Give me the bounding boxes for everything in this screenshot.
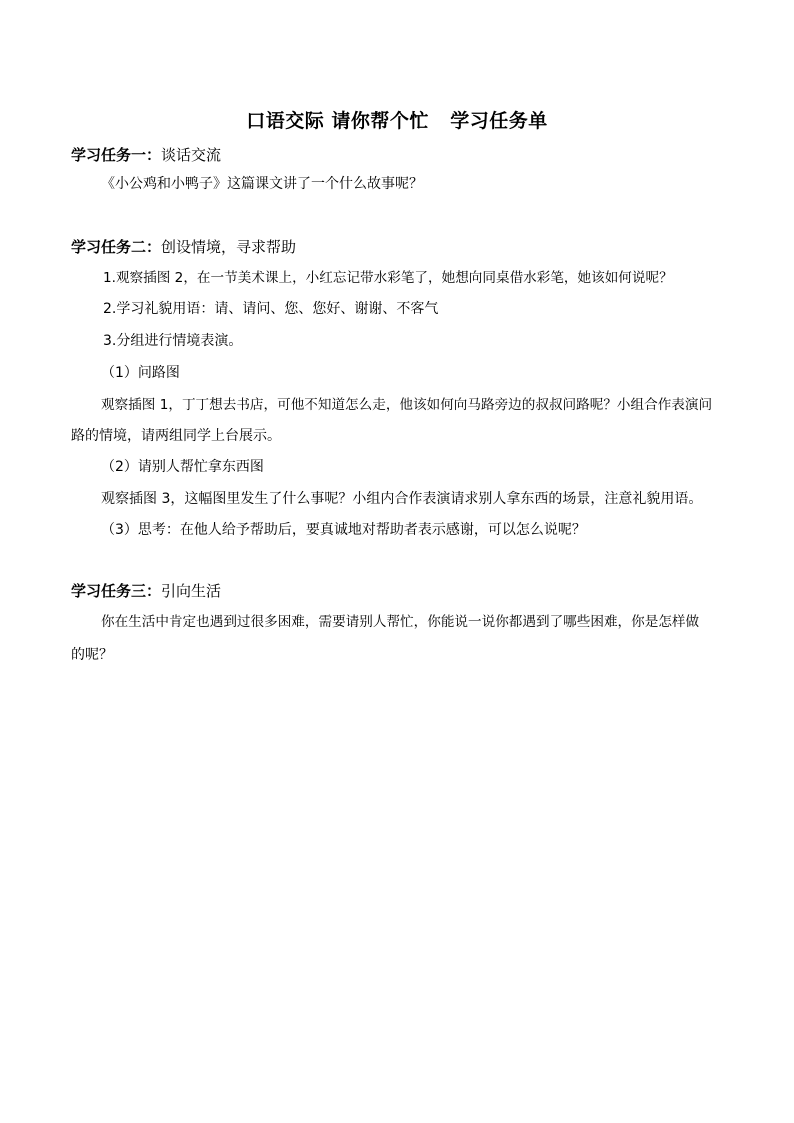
- task3-topic: 引向生活: [161, 582, 222, 600]
- task1-question: 《小公鸡和小鸭子》这篇课文讲了一个什么故事呢？: [101, 176, 423, 192]
- task2-sub1-line2: 路的情境，请两组同学上台展示。: [71, 428, 281, 444]
- task2-sub1-line1: 观察插图 1，丁丁想去书店，可他不知道怎么走，他该如何向马路旁边的叔叔问路呢？小组合作表演问: [101, 397, 713, 413]
- task2-item3: 3.分组进行情境表演。: [103, 333, 243, 349]
- task3-label: 学习任务三：: [71, 582, 162, 600]
- task2-label: 学习任务二：: [71, 238, 162, 256]
- task2-sub3: （3）思考：在他人给予帮助后，要真诚地对帮助者表示感谢，可以怎么说呢？: [101, 522, 586, 538]
- task2-sub2-title: （2）请别人帮忙拿东西图: [101, 459, 264, 475]
- task2-sub1-title: （1）问路图: [101, 365, 180, 381]
- task3-line1: 你在生活中肯定也遇到过很多困难，需要请别人帮忙，你能说一说你都遇到了哪些困难，你是怎样做: [101, 614, 700, 630]
- task1-heading: [71, 144, 221, 166]
- task2-heading: [71, 236, 296, 258]
- task2-item1: 1.观察插图 2，在一节美术课上，小红忘记带水彩笔了，她想向同桌借水彩笔，她该如何说呢？: [103, 270, 673, 286]
- page-title: 口语交际 请你帮个忙 学习任务单: [246, 110, 548, 132]
- task1-label: 学习任务一：: [71, 146, 162, 164]
- task2-topic: 创设情境，寻求帮助: [161, 238, 297, 256]
- task3-line2: 的呢？: [71, 647, 113, 663]
- task3-heading: [71, 580, 221, 602]
- task1-topic: 谈话交流: [161, 146, 222, 164]
- task2-item2: 2.学习礼貌用语：请、请问、您、您好、谢谢、不客气: [103, 301, 439, 317]
- task2-sub2-line1: 观察插图 3，这幅图里发生了什么事呢？小组内合作表演请求别人拿东西的场景，注意礼貌用语。: [101, 491, 703, 507]
